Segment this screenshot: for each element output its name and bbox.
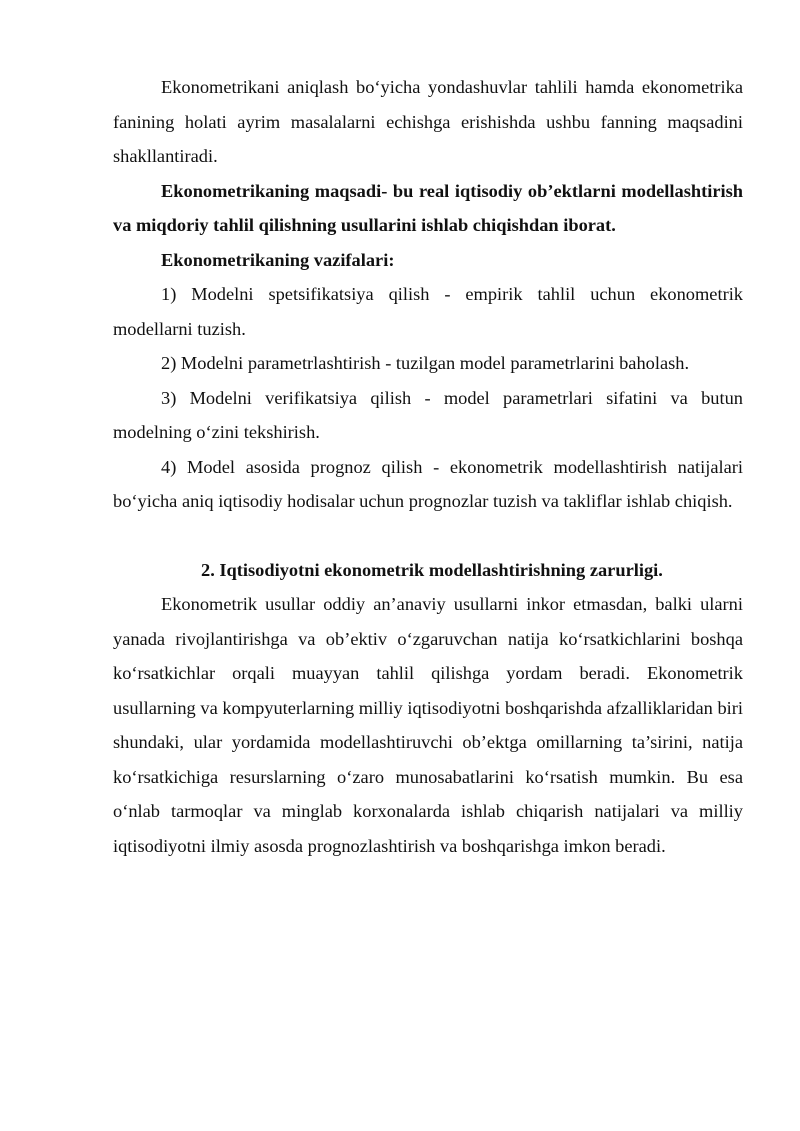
task-item-2: 2) Modelni parametrlashtirish - tuzilgan model parametrlarini baholash. xyxy=(161,353,690,373)
tasks-heading: Ekonometrikaning vazifalari: xyxy=(161,249,395,270)
task-item-1: 1) Modelni spetsifikatsiya qilish - empirik tahlil uchun ekonometrik modellarni tuzish. xyxy=(113,284,743,339)
section-heading: 2. Iqtisodiyotni ekonometrik modellashtirishning zarurligi. xyxy=(201,559,663,580)
task-item-3: 3) Modelni verifikatsiya qilish - model parametrlari sifatini va butun modelning o‘zini tekshirish. xyxy=(113,387,743,442)
task-item-4: 4) Model asosida prognoz qilish - ekonometrik modellashtirish natijalari bo‘yicha aniq iqtisodiy hodisalar uchun prognozlar tuzish va takliflar ishlab chiqish. xyxy=(113,456,743,511)
intro-paragraph: Ekonometrikani aniqlash bo‘yicha yondashuvlar tahlili hamda ekonometrika fanining holati ayrim masalalarni echishga erishishda ushbu fanning maqsadini shakllantiradi. xyxy=(113,77,743,166)
goal-paragraph: Ekonometrikaning maqsadi- bu real iqtisodiy ob’ektlarni modellashtirish va miqdoriy tahlil qilishning usullarini ishlab chiqishdan iborat. xyxy=(113,180,743,235)
body-paragraph: Ekonometrik usullar oddiy an’anaviy usullarni inkor etmasdan, balki ularni yanada rivojlantirishga va ob’ektiv o‘zgaruvchan natija ko‘rsatkichlarini boshqa ko‘rsatkichlar orqali muayyan tahlil qilishga yordam beradi. Ekonometrik usullarning va kompyuterlarning milliy iqtisodiyotni boshqarishda afzalliklaridan biri shundaki, ular yordamida modellashtiruvchi ob’ektga omillarning ta’sirini, natija ko‘rsatkichiga resurslarning o‘zaro munosabatlarini ko‘rsatish mumkin. Bu esa o‘nlab tarmoqlar va minglab korxonalarda ishlab chiqarish natijalari va milliy iqtisodiyotni ilmiy asosda prognozlashtirish va boshqarishga imkon beradi. xyxy=(113,594,743,856)
blank-line xyxy=(113,519,743,553)
document-page xyxy=(113,70,743,863)
